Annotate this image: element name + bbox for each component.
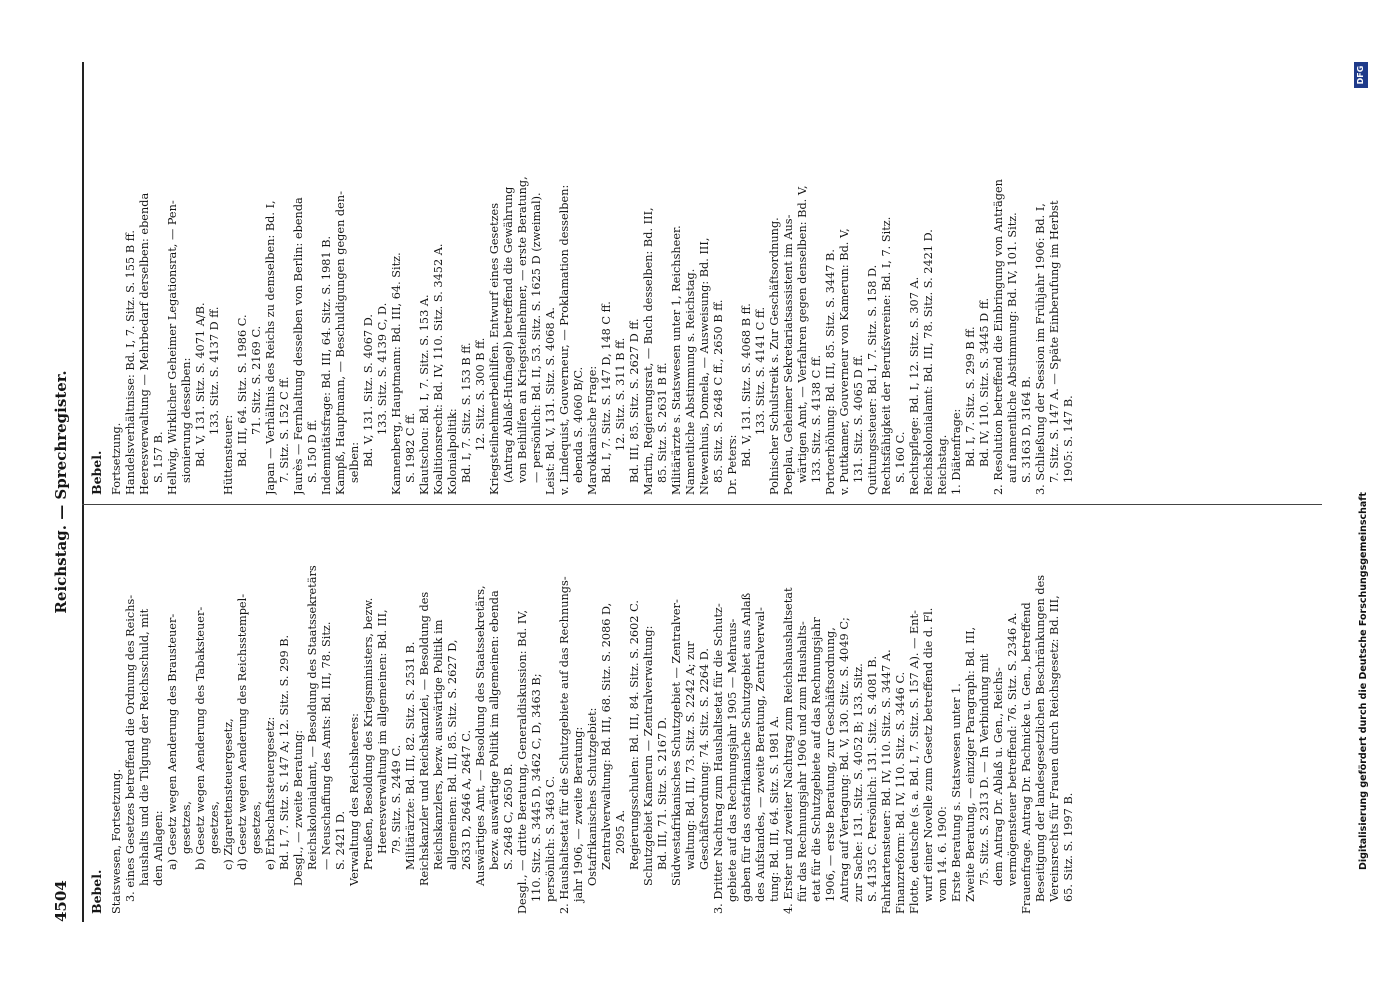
index-entry-line: 3. eines Gesetzes betreffend die Ordnung des Reichs- [124,594,137,902]
speaker-heading: Bebel. [89,450,104,495]
index-entry-line: S. 2421 D. [334,810,347,870]
index-entry-line: 7. Sitz. S. 152 C ff. [278,376,291,483]
index-entry-line: jahr 1906, — zweite Beratung: [572,726,585,902]
index-entry-line: zur Sache: 131. Sitz. S. 4052 B; 133. Sitz. [852,663,865,902]
index-entry-line: Bd. V, 131. Sitz. S. 4067 D. [362,314,375,467]
index-entry-line: haushalts und die Tilgung der Reichsschuld, mit [138,608,151,886]
index-entry-line: wärtigen Amt, — Verfahren gegen denselben: Bd. V, [796,185,809,483]
index-entry-line: etat für die Schutzgebiete auf das Rechnungsjahr [810,617,823,902]
index-entry-line: Hüttensteuer: [222,414,235,495]
index-entry-line: Handelsverhältnisse: Bd. I, 7. Sitz. S. 155 B ff. [124,230,137,495]
index-entry-line: Vereinsrechts für Frauen durch Reichsgesetz: Bd. III, [1048,595,1061,902]
index-entry-line: gesetzes, [180,801,193,854]
index-entry-line: Bd. III, 64. Sitz. S. 1986 C. [236,314,249,467]
index-entry-line: Frauenfrage. Antrag Dr. Pachnicke u. Gen., betreffend [1020,602,1033,914]
index-entry-line: Bd. I, 7. Sitz. S. 147 A; 12. Sitz. S. 299 B. [278,634,291,870]
index-entry-line: 2095 A. [614,809,627,854]
index-entry-line: Kriegsteilnehmerbeihilfen. Entwurf eines Gesetzes [488,202,501,495]
index-entry-line: Militärärzte: Bd. III, 82. Sitz. S. 2531 B. [404,641,417,870]
index-entry-line: v. Lindequist, Gouverneur, — Proklamation desselben: [558,184,571,495]
index-entry-line: (Antrag Ablaß-Hufnagel) betreffend die Gewährung [502,186,515,483]
index-entry-line: Rechtspflege: Bd. I, 12. Sitz. S. 307 A. [908,276,921,495]
index-entry-line: 133. Sitz. S. 4141 C ff. [754,306,767,435]
index-entry-line: Bd. IV, 110. Sitz. S. 3445 D ff. [978,297,991,467]
index-entry-line: 2633 D, 2646 A, 2647 C. [460,729,473,870]
index-entry-line: Desgl., — zweite Beratung: [292,729,305,886]
index-entry-line: Jaurès — Fernhaltung desselben von Berlin: ebenda [292,197,305,495]
index-entry-line: 133. Sitz. S. 4139 C, D. [376,302,389,435]
page-number: 4504 [52,880,70,922]
index-entry-line: gesetzes, [250,801,263,854]
index-entry-line: Kampß, Hauptmann, — Beschuldigungen gegen den- [334,191,347,495]
index-entry-line: Bd. V, 131. Sitz. S. 4071 A/B. [194,302,207,467]
index-entry-line: Antrag auf Vertagung: Bd. V, 130. Sitz. S. 4049 C; [838,617,851,902]
index-entry-line: Erste Beratung s. Statswesen unter 1. [950,683,963,902]
index-entry-line: Klautschou: Bd. I, 7. Sitz. S. 153 A. [418,294,431,495]
index-entry-line: b) Gesetz wegen Aenderung des Tabaksteuer- [194,606,207,870]
index-entry-line: gebiete auf das Rechnungsjahr 1905 — Mehraus- [726,618,739,902]
index-entry-line: Finanzreform: Bd. IV, 110. Sitz. S. 3446 C. [894,671,907,914]
speaker-heading: Bebel. [89,869,104,914]
index-entry-line: vom 14. 6. 1900: [936,806,949,902]
index-entry-line: Portoerhöhung: Bd. III, 85. Sitz. S. 3447 B. [824,249,837,495]
index-entry-line: Leist: Bd. V, 131. Sitz. S. 4068 A. [544,307,557,495]
index-entry-line: gaben für das ostafrikanische Schutzgebiet aus Anlaß [740,592,753,902]
index-entry-line: Statswesen, Fortsetzung. [110,769,123,914]
index-entry-line: Indemnitätsfrage: Bd. III, 64. Sitz. S. 1981 B. [320,235,333,495]
index-entry-line: 3. Schließung der Session im Frühjahr 1906: Bd. I, [1034,203,1047,495]
index-entry-line: Ostafrikanisches Schutzgebiet: [586,707,599,886]
index-entry-line: S. 150 D ff. [306,419,319,483]
index-entry-line: Quittungssteuer: Bd. I, 7. Sitz. S. 158 D. [866,264,879,495]
index-entry-line: 65. Sitz. S. 1997 B. [1062,792,1075,902]
index-entry-line: Desgl., — dritte Beratung, Generaldiskussion: Bd. IV, [516,609,529,914]
index-entry-line: persönlich: S. 3463 C. [544,775,557,902]
index-entry-line: dem Antrag Dr. Ablaß u. Gen., Reichs- [992,667,1005,886]
index-entry-line: vermögensteuer betreffend: 76. Sitz. S. 2346 A. [1006,612,1019,886]
index-entry-line: 1906, — erste Beratung, zur Geschäftsordnung, [824,627,837,902]
right-entries [110,95,1076,495]
index-entry-line: v. Puttkamer, Gouverneur von Kamerun: Bd. V, [838,228,851,495]
index-entry-line: Fahrkartensteuer: Bd. IV, 110. Sitz. S. 3447 A. [880,649,893,914]
index-entry-line: Dr. Peters: [726,434,739,495]
dfg-logo: DFG [1354,62,1368,88]
index-entry-line: e) Erbschaftssteuergesetz: [264,716,277,870]
index-entry-line: Reichskolonialamt: Bd. III, 78. Sitz. S. 2421 D. [922,229,935,495]
index-entry-line: Heeresverwaltung — Mehrbedarf derselben: ebenda [138,192,151,495]
index-entry-line: 71. Sitz. S. 2169 C. [250,325,263,435]
index-entry-line: tung: Bd. III, 64. Sitz. S. 1981 A. [768,715,781,902]
index-entry-line: 2. Haushaltsetat für die Schutzgebiete auf das Rechnungs- [558,576,571,914]
index-entry-line: Fortsetzung. [110,422,123,495]
index-entry-line: waltung: Bd. III, 73. Sitz. S. 2242 A; zur [684,641,697,870]
index-entry-line: für das Rechnungsjahr 1906 und zum Haushalts- [796,621,809,902]
index-entry-line: Namentliche Abstimmung s. Reichstag. [684,268,697,495]
index-entry-line: S. 4135 C. Persönlich: 131. Sitz. S. 4081 B. [866,655,879,902]
index-entry-line: gesetzes, [208,801,221,854]
index-entry-line: auf namentliche Abstimmung: Bd. IV, 101. Sitz. [1006,212,1019,483]
index-entry-line: Poeplau, Geheimer Sekretariatsassistent im Aus- [782,214,795,495]
index-entry-line: Verwaltung des Reichsheeres: [348,713,361,886]
index-entry-line: 131. Sitz. S. 4065 D ff. [852,354,865,483]
index-entry-line: Flotte, deutsche (s. a. Bd. I, 7. Sitz. S. 157 A). — Ent- [908,610,921,914]
index-entry-line: Bd. I, 7. Sitz. S. 299 B ff. [964,326,977,467]
index-entry-line: d) Gesetz wegen Aenderung des Reichsstempel- [236,593,249,870]
index-entry-line: allgemeinen: Bd. III, 85. Sitz. S. 2627 D, [446,639,459,870]
index-entry-line: selben: [348,441,361,483]
index-entry-line: bezw. auswärtige Politik im allgemeinen: ebenda [488,590,501,870]
index-entry-line: 79. Sitz. S. 2449 C. [390,744,403,854]
index-entry-line: c) Zigarettensteuergesetz, [222,718,235,870]
index-entry-line: 3. Dritter Nachtrag zum Haushaltsetat für die Schutz- [712,603,725,914]
index-entry-line: Martin, Regierungsrat, — Buch desselben: Bd. III, [642,207,655,495]
index-entry-line: 133. Sitz. S. 4138 C ff. [810,354,823,483]
index-entry-line: Zentralverwaltung: Bd. III, 68. Sitz. S. 2086 D, [600,602,613,870]
index-entry-line: 7. Sitz. S. 147 A. — Späte Einberufung im Herbst [1048,200,1061,483]
index-entry-line: Reichskolonialamt, — Besoldung des Staatssekretärs [306,565,319,870]
index-entry-line: Südwestafrikanisches Schutzgebiet — Zentralver- [670,599,683,886]
index-entry-line: Reichskanzlers, bezw. auswärtige Politik im [432,619,445,870]
index-entry-line: S. 157 B. [152,431,165,483]
index-entry-line: 85. Sitz. S. 2648 C ff., 2650 B ff. [712,299,725,483]
left-entries [110,514,1076,914]
index-entry-line: Schutzgebiet Kamerun — Zentralverwaltung: [642,625,655,886]
index-entry-line: Koalitionsrecht: Bd. IV, 110. Sitz. S. 3452 A. [432,243,445,495]
index-entry-line: Reichstag. [936,434,949,495]
index-entry-line: S. 3163 D, 3164 B. [1020,376,1033,483]
index-entry-line: S. 2648 C, 2650 B. [502,763,515,870]
index-entry-line: 4. Erster und zweiter Nachtrag zum Reichshaushaltsetat [782,587,795,914]
index-entry-line: Bd. I, 7. Sitz. S. 147 D, 148 C ff. [600,301,613,483]
index-entry-line: Beseitigung der landesgesetzlichen Beschränkungen des [1034,574,1047,902]
index-entry-line: Japan — Verhältnis des Reichs zu demselben: Bd. I, [264,200,277,495]
index-entry-line: Bd. III, 71. Sitz. S. 2167 D. [656,717,669,870]
index-entry-line: wurf einer Novelle zum Gesetz betreffend die d. Fl. [922,607,935,902]
index-entry-line: sionierung desselben: [180,357,193,483]
digitization-note: Digitalisierung gefördert durch die Deutsche Forschungsgemeinschaft [1358,492,1369,870]
index-entry-line: Marokkanische Frage: [586,365,599,495]
left-column [90,514,1076,914]
index-entry-line: Bd. V, 131. Sitz. S. 4068 B ff. [740,303,753,467]
index-entry-line: Auswärtiges Amt, — Besoldung des Staatssekretärs, [474,585,487,886]
index-entry-line: a) Gesetz wegen Aenderung des Brausteuer- [166,613,179,870]
index-entry-line: den Anlagen: [152,810,165,886]
index-entry-line: 110. Sitz. S. 3445 D, 3462 C, D, 3463 B; [530,673,543,902]
index-entry-line: des Aufstandes, — zweite Beratung, Zentralverwal- [754,607,767,902]
index-entry-line: von Beihilfen an Kriegsteilnehmer, — erste Beratung, [516,176,529,483]
index-entry-line: 2. Resolution betreffend die Einbringung von Anträgen [992,179,1005,495]
index-entry-line: Hellwig, Wirklicher Geheimer Legationsrat, — Pen- [166,200,179,495]
index-entry-line: Reichskanzler und Reichskanzlei, — Besoldung des [418,591,431,886]
index-entry-line: Bd. III, 85. Sitz. S. 2627 D ff. [628,318,641,483]
index-entry-line: 12. Sitz. S. 300 B ff. [474,337,487,451]
index-entry-line: Ntewenhuis, Domela, — Ausweisung: Bd. III, [698,237,711,495]
index-entry-line: 1. Diätenfrage: [950,408,963,495]
index-entry-line: Militärärzte s. Statswesen unter 1, Reichsheer. [670,225,683,495]
index-entry-line: S. 160 C. [894,431,907,483]
index-entry-line: 75. Sitz. S. 2313 D. — In Verbindung mit [978,653,991,886]
index-entry-line: ebenda S. 4060 B/C. [572,366,585,483]
index-entry-line: Kolonialpolitik: [446,408,459,495]
page-header [42,62,76,922]
index-entry-line: Kannenberg, Hauptmann: Bd. III, 64. Sitz. [390,252,403,495]
index-entry-line: Geschäftsordnung: 74. Sitz. S. 2264 D. [698,648,711,870]
index-entry-line: Polnischer Schulstreik s. Zur Geschäftsordnung. [768,217,781,495]
index-entry-line: 85. Sitz. S. 2631 B ff. [656,362,669,483]
index-entry-line: 133. Sitz. S. 4137 D ff. [208,306,221,435]
index-entry-line: — persönlich: Bd. II, 53. Sitz. S. 1625 D (zweimal). [530,192,543,483]
page-title: Reichstag. — Sprechregister. [52,370,70,614]
index-entry-line: Rechtsfähigkeit der Berufsvereine: Bd. I, 7. Sitz. [880,216,893,495]
right-column [90,95,1076,495]
index-entry-line: — Neuschaffung des Amts: Bd. III, 78. Sitz. [320,621,333,870]
index-entry-line: Heeresverwaltung im allgemeinen: Bd. III, [376,609,389,854]
index-entry-line: Regierungsschulen: Bd. III, 84. Sitz. S. 2602 C. [628,600,641,870]
index-entry-line: S. 1982 C ff. [404,412,417,483]
index-entry-line: 12. Sitz. S. 311 B ff. [614,337,627,451]
index-entry-line: 1905: S. 147 B. [1062,395,1075,483]
column-divider [82,504,1322,505]
index-entry-line: Preußen, Besoldung des Kriegsministers, bezw. [362,597,375,870]
index-entry-line: Bd. I, 7. Sitz. S. 153 B ff. [460,342,473,483]
index-entry-line: Zweite Beratung, — einziger Paragraph: Bd. III, [964,626,977,902]
header-rule [82,62,84,922]
